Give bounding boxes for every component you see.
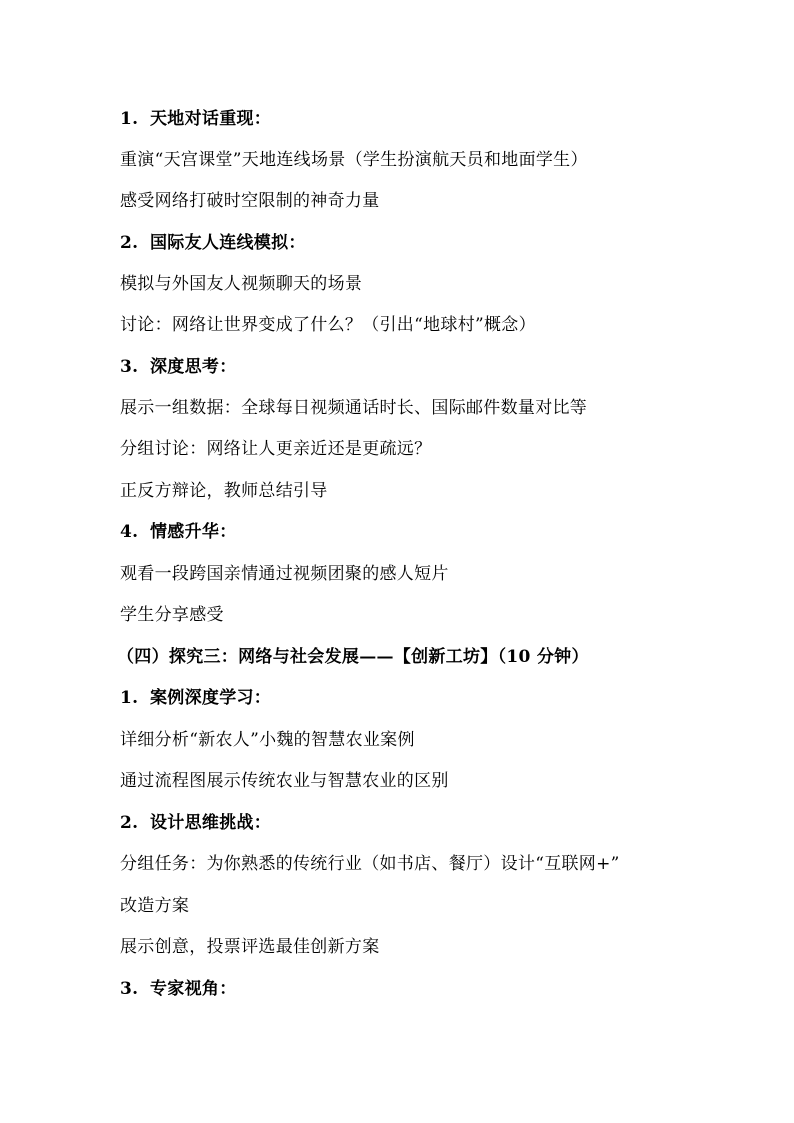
heading-text: 国际友人连线模拟： — [150, 233, 306, 253]
paragraph-line: 学生分享感受 — [120, 605, 224, 625]
heading-text: 天地对话重现： — [150, 109, 272, 129]
heading-number: 4. — [120, 522, 139, 542]
paragraph-line: 感受网络打破时空限制的神奇力量 — [120, 191, 380, 211]
paragraph-line: 详细分析“新农人”小魏的智慧农业案例 — [120, 730, 415, 750]
heading-2-design-challenge — [120, 812, 271, 834]
heading-number: 1. — [120, 109, 139, 129]
heading-text: 案例深度学习： — [150, 688, 272, 708]
heading-text: 专家视角： — [150, 979, 237, 999]
heading-3-deep-thinking — [120, 356, 237, 378]
heading-text: 情感升华： — [150, 522, 237, 542]
heading-number: 3. — [120, 979, 139, 999]
paragraph-line: 重演“天宫课堂”天地连线场景（学生扮演航天员和地面学生） — [120, 150, 588, 170]
heading-number: 2. — [120, 813, 139, 833]
section-heading: （四）探究三：网络与社会发展——【创新工坊】（10 分钟） — [117, 647, 589, 667]
heading-number: 2. — [120, 233, 139, 253]
paragraph-line: 分组任务：为你熟悉的传统行业（如书店、餐厅）设计“互联网+” — [120, 854, 620, 874]
heading-4-emotional-sublimation — [120, 521, 237, 543]
paragraph-line: 模拟与外国友人视频聊天的场景 — [120, 274, 363, 294]
paragraph-line: 分组讨论：网络让人更亲近还是更疏远？ — [120, 439, 432, 459]
heading-number: 1. — [120, 688, 139, 708]
paragraph-line: 观看一段跨国亲情通过视频团聚的感人短片 — [120, 564, 449, 584]
heading-text: 深度思考： — [150, 357, 237, 377]
paragraph-line: 通过流程图展示传统农业与智慧农业的区别 — [120, 771, 449, 791]
heading-2-international-friends — [120, 232, 306, 254]
paragraph-line: 改造方案 — [120, 896, 190, 916]
paragraph-line: 展示创意，投票评选最佳创新方案 — [120, 937, 380, 957]
heading-text: 设计思维挑战： — [150, 813, 272, 833]
paragraph-line: 讨论：网络让世界变成了什么？（引出“地球村”概念） — [120, 315, 536, 335]
paragraph-line: 正反方辩论，教师总结引导 — [120, 481, 328, 501]
paragraph-line: 展示一组数据：全球每日视频通话时长、国际邮件数量对比等 — [120, 398, 588, 418]
heading-3-expert-view — [120, 978, 237, 1000]
heading-1-sky-earth-dialogue — [120, 108, 271, 130]
heading-1-case-study — [120, 687, 271, 709]
heading-number: 3. — [120, 357, 139, 377]
